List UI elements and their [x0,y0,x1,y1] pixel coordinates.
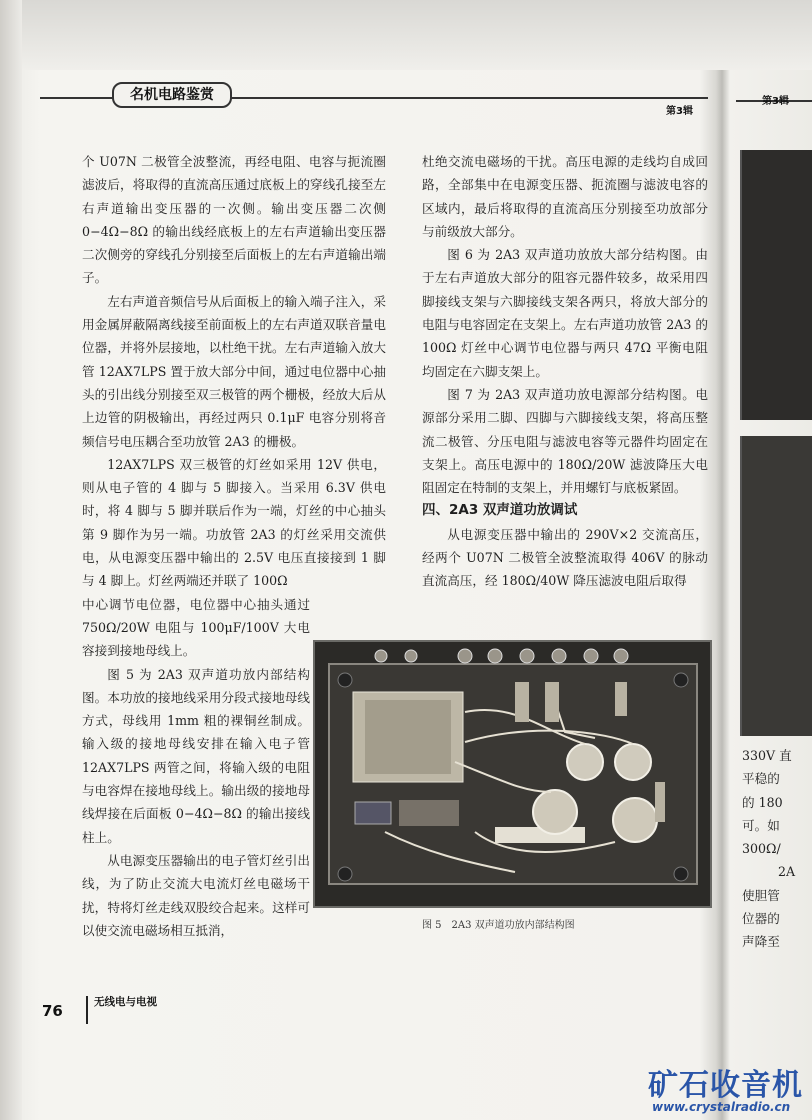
right-page-line: 声降至 [742,934,780,950]
section-label: 名机电路鉴赏 [112,82,232,108]
right-page-line: 位器的 [742,911,780,927]
paragraph: 左右声道音频信号从后面板上的输入端子注入，采用金属屏蔽隔离线接至前面板上的左右声道双联音量电位器，并将外层接地，以杜绝干扰。左右声道输入放大管 12AX7LPS 置于放大部分中间，通过电位器中心抽头的引出线分别接至双三极管的两个栅极，经放大后从上边管的阴极输出，再经过两只 0.1μF 电容分别将音频信号电压耦合至功放管 2A3 的栅极。 [82,293,386,449]
paragraph: 杜绝交流电磁场的干扰。高压电源的走线均自成回路，全部集中在电源变压器、扼流圈与滤波电容的区域内，最后将取得的直流高压分别接至功放部分与前级放大部分。 [422,154,708,239]
section-heading: 四、2A3 双声道功放调试 [422,502,578,519]
right-page-line: 平稳的 [742,771,780,787]
watermark-brand: 矿石收音机 [648,1068,803,1103]
text-column-right [422,150,708,593]
right-page-text [742,744,812,954]
paragraph: 从电源变压器输出的电子管灯丝引出线，为了防止交流大电流灯丝电磁场干扰，特将灯丝走线双股绞合起来。这样可以使交流电磁场相互抵消， [82,852,310,938]
paragraph: 图 6 为 2A3 双声道功放放大部分结构图。由于左右声道放大部分的阻容元器件较多，故采用四脚接线支架与六脚接线支架各两只，将放大部分的电阻与电容固定在支架上。左右声道功放管 2A3 的 100Ω 灯丝中心调节电位器与两只 47Ω 平衡电阻均固定在六脚支架上。 [422,247,708,379]
right-page-photo-middle [740,436,812,736]
amplifier-interior-photo [313,640,712,908]
paragraph: 图 5 为 2A3 双声道功放内部结构图。本功放的接地线采用分段式接地母线方式，母线用 1mm 粗的裸铜丝制成。输入级的接地母线安排在输入电子管 12AX7LPS 两管之间，将输入级的电阻与电容焊在接地母线上。输出级的接地母线焊接在后面板 0−4Ω−8Ω 的输出接线柱上。 [82,666,310,845]
right-page-line: 300Ω/ [742,841,781,857]
binding-shadow [0,0,22,1120]
right-page-line: 可。如 [742,817,780,833]
paragraph: 中心调节电位器，电位器中心抽头通过 750Ω/20W 电阻与 100μF/100V 大电容接到接地母线上。 [82,596,310,659]
amplifier-interior-illustration [315,642,710,906]
paragraph: 个 U07N 二极管全波整流，再经电阻、电容与扼流圈滤波后，将取得的直流高压通过底板上的穿线孔接至左右声道输出变压器的一次侧。输出变压器二次侧 0−4Ω−8Ω 的输出线经底板上的左右声道输出变压器二次侧旁的穿线孔分别接至后面板上的左右声道输出端子。 [82,154,386,286]
right-page-line: 2A [778,864,796,880]
paragraph: 从电源变压器中输出的 290V×2 交流高压，经两个 U07N 二极管全波整流取得 406V 的脉动直流高压，经 180Ω/40W 降压滤波电阻后取得 [422,526,708,589]
right-page-line: 使胆管 [742,887,780,903]
magazine-title: 无线电与电视 [94,996,157,1008]
watermark-url: www.crystalradio.cn [652,1100,791,1114]
paragraph: 12AX7LPS 双三极管的灯丝如采用 12V 供电，则从电子管的 4 脚与 5 脚接入。当采用 6.3V 供电时，将 4 脚与 5 脚并联后作为一端，灯丝的中心抽头第 9 脚作为另一端。功放管 2A3 的灯丝采用交流供电，从电源变压器中输出的 2.5V 电压直接接到 1 脚与 4 脚上。灯丝两端还并联了 100Ω [82,456,386,589]
issue-label-right: 第3辑 [762,96,789,107]
scan-top-band [0,0,812,70]
right-page-photo-top [740,150,812,420]
issue-label: 第3辑 [666,106,693,117]
footer-divider [86,996,88,1024]
paragraph: 图 7 为 2A3 双声道功放电源部分结构图。电源部分采用二脚、四脚与六脚接线支架，将高压整流二极管、分压电阻与滤波电容等元器件均固定在支架上。高压电源中的 180Ω/20W 滤波降压大电阻固定在特制的支架上，并用螺钉与底板紧固。 [422,386,708,496]
right-page-line: 的 180 [742,794,783,810]
right-page-line: 330V 直 [742,748,792,763]
figure-caption: 图 5 2A3 双声道功放内部结构图 [422,920,575,931]
page-number: 76 [42,1002,63,1020]
